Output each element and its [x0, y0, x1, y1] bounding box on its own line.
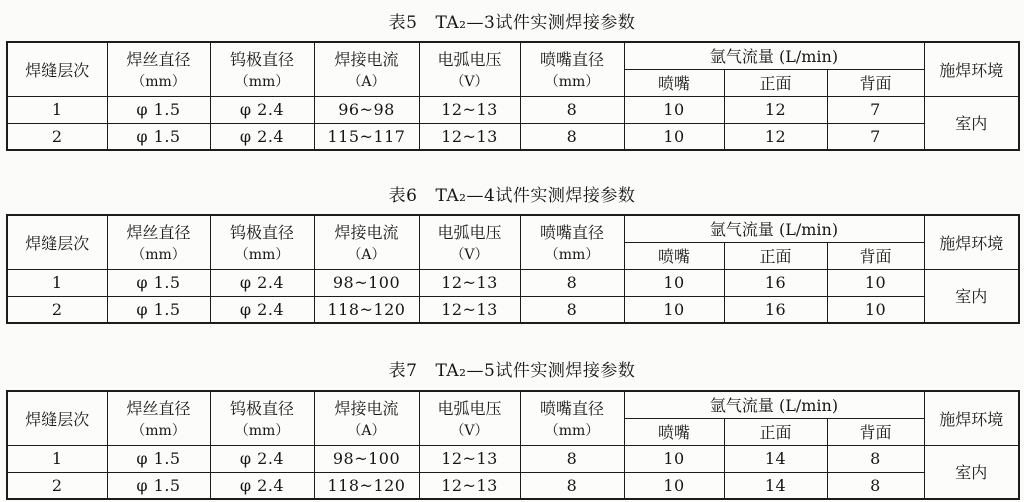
header-wire-diameter-unit: （mm） [131, 247, 186, 264]
cell-environment: 室内 [924, 269, 1019, 323]
cell-argon-front: 16 [724, 269, 827, 296]
header-argon-back: 背面 [827, 242, 924, 269]
header-argon-front: 正面 [724, 418, 827, 445]
cell-environment: 室内 [924, 445, 1019, 499]
header-nozzle-diameter-label: 喷嘴直径 [539, 50, 604, 70]
cell-tungsten-diameter: φ 2.4 [210, 472, 314, 499]
cell-tungsten-diameter: φ 2.4 [210, 296, 314, 323]
cell-nozzle-diameter: 8 [520, 472, 624, 499]
cell-layer: 1 [7, 445, 107, 472]
table5-row-1 [7, 96, 1019, 123]
header-welding-current-unit: （A） [347, 423, 386, 440]
cell-welding-current: 115~117 [314, 123, 419, 150]
cell-argon-nozzle: 10 [624, 472, 724, 499]
header-arc-voltage-unit: （V） [450, 423, 489, 440]
header-wire-diameter-label: 焊丝直径 [126, 223, 191, 243]
header-arc-voltage [419, 42, 520, 96]
cell-nozzle-diameter: 8 [520, 445, 624, 472]
table5 [6, 41, 1020, 151]
header-tungsten-diameter [210, 391, 314, 445]
cell-argon-nozzle: 10 [624, 96, 724, 123]
cell-argon-nozzle: 10 [624, 269, 724, 296]
header-wire-diameter [107, 42, 210, 96]
cell-tungsten-diameter: φ 2.4 [210, 96, 314, 123]
header-welding-current-label: 焊接电流 [334, 399, 399, 419]
header-tungsten-diameter-label: 钨极直径 [229, 50, 294, 70]
cell-argon-front: 14 [724, 472, 827, 499]
header-argon-back: 背面 [827, 418, 924, 445]
cell-argon-back: 8 [827, 445, 924, 472]
cell-argon-back: 10 [827, 296, 924, 323]
header-weld-layer: 焊缝层次 [7, 215, 107, 269]
cell-arc-voltage: 12~13 [419, 445, 520, 472]
header-nozzle-diameter-label: 喷嘴直径 [539, 399, 604, 419]
cell-argon-back: 8 [827, 472, 924, 499]
cell-argon-nozzle: 10 [624, 123, 724, 150]
cell-wire-diameter: φ 1.5 [107, 445, 210, 472]
cell-welding-current: 96~98 [314, 96, 419, 123]
cell-wire-diameter: φ 1.5 [107, 269, 210, 296]
header-argon-flow-group: 氩气流量 (L/min) [624, 391, 924, 418]
header-argon-nozzle: 喷嘴 [624, 418, 724, 445]
cell-layer: 1 [7, 269, 107, 296]
header-weld-layer: 焊缝层次 [7, 42, 107, 96]
header-argon-flow-group: 氩气流量 (L/min) [624, 42, 924, 69]
table5-caption [6, 0, 1018, 33]
header-welding-current [314, 42, 419, 96]
cell-argon-back: 7 [827, 123, 924, 150]
table7-caption-label: 表7 [388, 361, 418, 381]
cell-argon-back: 7 [827, 96, 924, 123]
cell-argon-nozzle: 10 [624, 296, 724, 323]
header-welding-current-unit: （A） [347, 247, 386, 264]
header-argon-nozzle: 喷嘴 [624, 242, 724, 269]
header-welding-current-unit: （A） [347, 74, 386, 91]
cell-argon-nozzle: 10 [624, 445, 724, 472]
header-tungsten-diameter [210, 215, 314, 269]
header-argon-nozzle: 喷嘴 [624, 69, 724, 96]
table6-caption-title: TA₂—4试件实测焊接参数 [435, 186, 636, 206]
cell-tungsten-diameter: φ 2.4 [210, 123, 314, 150]
cell-arc-voltage: 12~13 [419, 296, 520, 323]
cell-nozzle-diameter: 8 [520, 96, 624, 123]
header-welding-current [314, 391, 419, 445]
table5-section [6, 0, 1018, 151]
header-environment: 施焊环境 [924, 215, 1019, 269]
header-arc-voltage-label: 电弧电压 [437, 223, 502, 243]
header-arc-voltage-label: 电弧电压 [437, 50, 502, 70]
cell-wire-diameter: φ 1.5 [107, 96, 210, 123]
cell-welding-current: 98~100 [314, 445, 419, 472]
cell-welding-current: 98~100 [314, 269, 419, 296]
header-tungsten-diameter-label: 钨极直径 [229, 223, 294, 243]
header-environment: 施焊环境 [924, 391, 1019, 445]
cell-wire-diameter: φ 1.5 [107, 296, 210, 323]
header-wire-diameter [107, 391, 210, 445]
table6-caption [6, 151, 1018, 206]
table7 [6, 390, 1020, 500]
cell-arc-voltage: 12~13 [419, 472, 520, 499]
header-wire-diameter-unit: （mm） [131, 74, 186, 91]
table7-row-1 [7, 445, 1019, 472]
header-arc-voltage [419, 391, 520, 445]
table7-caption [6, 324, 1018, 381]
header-nozzle-diameter-label: 喷嘴直径 [539, 223, 604, 243]
cell-argon-back: 10 [827, 269, 924, 296]
cell-welding-current: 118~120 [314, 472, 419, 499]
table6-row-2 [7, 296, 1019, 323]
cell-layer: 1 [7, 96, 107, 123]
header-tungsten-diameter-unit: （mm） [234, 247, 290, 264]
header-welding-current [314, 215, 419, 269]
cell-wire-diameter: φ 1.5 [107, 123, 210, 150]
header-argon-front: 正面 [724, 242, 827, 269]
cell-nozzle-diameter: 8 [520, 296, 624, 323]
header-wire-diameter-label: 焊丝直径 [126, 50, 191, 70]
cell-wire-diameter: φ 1.5 [107, 472, 210, 499]
cell-arc-voltage: 12~13 [419, 96, 520, 123]
header-argon-flow-group: 氩气流量 (L/min) [624, 215, 924, 242]
table5-caption-label: 表5 [388, 13, 418, 33]
header-arc-voltage-unit: （V） [450, 247, 489, 264]
cell-argon-front: 12 [724, 123, 827, 150]
header-nozzle-diameter [520, 215, 624, 269]
header-nozzle-diameter-unit: （mm） [544, 74, 600, 91]
cell-arc-voltage: 12~13 [419, 269, 520, 296]
header-argon-back: 背面 [827, 69, 924, 96]
header-wire-diameter-label: 焊丝直径 [126, 399, 191, 419]
cell-tungsten-diameter: φ 2.4 [210, 269, 314, 296]
header-arc-voltage-unit: （V） [450, 74, 489, 91]
header-wire-diameter-unit: （mm） [131, 423, 186, 440]
table5-row-2 [7, 123, 1019, 150]
header-weld-layer: 焊缝层次 [7, 391, 107, 445]
header-wire-diameter [107, 215, 210, 269]
header-nozzle-diameter [520, 391, 624, 445]
header-tungsten-diameter-label: 钨极直径 [229, 399, 294, 419]
header-arc-voltage-label: 电弧电压 [437, 399, 502, 419]
table6-section [6, 151, 1018, 324]
cell-layer: 2 [7, 296, 107, 323]
table5-caption-title: TA₂—3试件实测焊接参数 [435, 13, 636, 33]
cell-layer: 2 [7, 123, 107, 150]
header-tungsten-diameter [210, 42, 314, 96]
cell-argon-front: 12 [724, 96, 827, 123]
cell-layer: 2 [7, 472, 107, 499]
cell-arc-voltage: 12~13 [419, 123, 520, 150]
table6-caption-label: 表6 [388, 186, 418, 206]
cell-argon-front: 14 [724, 445, 827, 472]
header-tungsten-diameter-unit: （mm） [234, 74, 290, 91]
header-welding-current-label: 焊接电流 [334, 50, 399, 70]
table7-section [6, 324, 1018, 500]
header-environment: 施焊环境 [924, 42, 1019, 96]
cell-nozzle-diameter: 8 [520, 123, 624, 150]
header-arc-voltage [419, 215, 520, 269]
cell-argon-front: 16 [724, 296, 827, 323]
table6 [6, 214, 1020, 324]
header-tungsten-diameter-unit: （mm） [234, 423, 290, 440]
header-nozzle-diameter-unit: （mm） [544, 247, 600, 264]
header-argon-front: 正面 [724, 69, 827, 96]
header-welding-current-label: 焊接电流 [334, 223, 399, 243]
cell-tungsten-diameter: φ 2.4 [210, 445, 314, 472]
cell-welding-current: 118~120 [314, 296, 419, 323]
table7-row-2 [7, 472, 1019, 499]
table7-caption-title: TA₂—5试件实测焊接参数 [435, 361, 636, 381]
cell-nozzle-diameter: 8 [520, 269, 624, 296]
cell-environment: 室内 [924, 96, 1019, 150]
header-nozzle-diameter-unit: （mm） [544, 423, 600, 440]
table6-row-1 [7, 269, 1019, 296]
header-nozzle-diameter [520, 42, 624, 96]
